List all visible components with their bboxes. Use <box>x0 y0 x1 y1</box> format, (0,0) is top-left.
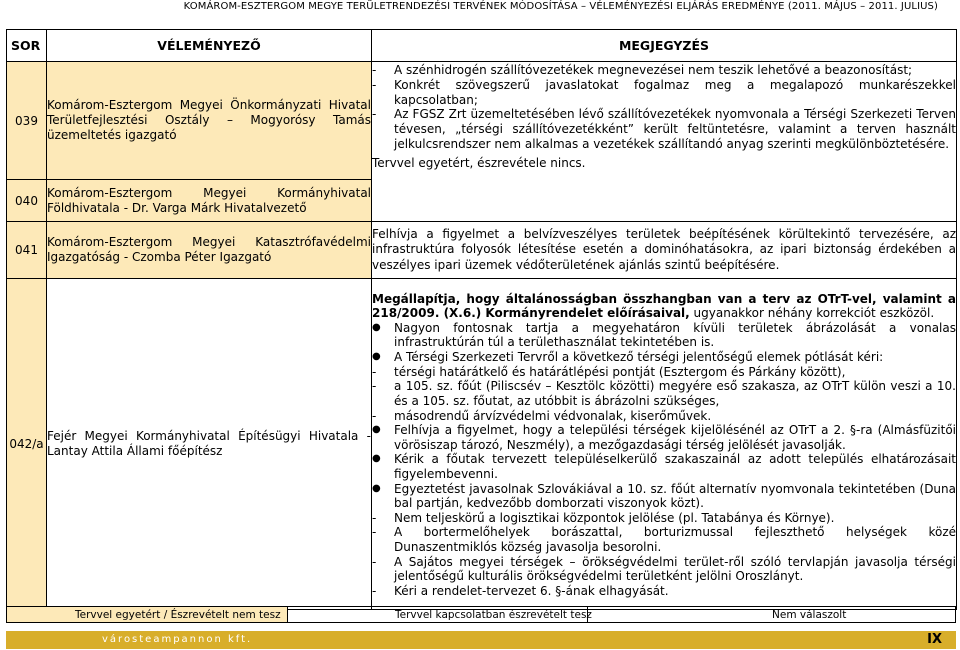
column-header-sor: SOR <box>7 30 47 62</box>
note-bullet: ● Egyeztetést javasolnak Szlovákiával a 10. sz. főút alternatív nyomvonala tekintetében (Duna bal partján, kedvezőbb domborzati viszonyok közt). <box>372 481 956 511</box>
row-number: 042/a <box>7 279 47 610</box>
note-bullet: ● Felhívja a figyelmet, hogy a települési térségek kijelölésénél az OTrT a 2. §-ra (Almásfüzitői vörösiszap tározó, Neszmély), a mezőgazdasági térség jelölését javasolják. <box>372 423 956 452</box>
note-subitem: - Kéri a rendelet-tervezet 6. §-ának elhagyását. <box>372 583 669 598</box>
legend <box>6 606 956 623</box>
legend-label-noreply: Nem válaszolt <box>772 609 847 621</box>
table-row <box>7 62 957 180</box>
note-bullet: ● Nagyon fontosnak tartja a megyehatáron kívüli területek ábrázolását a vonalas infrastruktúrán túl a területhasználat tekintetében is. <box>372 320 956 350</box>
note-item: - Az FGSZ Zrt üzemeltetésében lévő szállítóvezetékek nyomvonala a Térségi Szerkezeti Terven tévesen, „térségi szállítóvezetékként” került feltüntetésre, valamint a terven használt jelkulcsrendszer nem alkalmas a vezetékek szállítandó anyag szerinti megkülönböztetésére. <box>372 107 956 151</box>
opinions-table <box>6 29 957 610</box>
note-cell <box>372 62 957 222</box>
footer-bar <box>6 631 956 649</box>
note-bullet: ● A Térségi Szerkezeti Tervről a következő térségi jelentőségű elemek pótlását kéri: <box>372 350 884 365</box>
reviewer-name: Komárom-Esztergom Megyei Kormányhivatal Földhivatala - Dr. Varga Márk Hivatalvezető <box>47 180 372 222</box>
document-header <box>0 0 960 16</box>
note-subitem: - A bortermelőhelyek borászattal, borturizmussal fejleszthető helységek közé Dunaszentmiklós község javasolja besorolni. <box>372 525 956 554</box>
note-item: Tervvel egyetért, észrevétele nincs. <box>372 155 586 170</box>
table-header-row <box>7 30 957 62</box>
table-row <box>7 279 957 610</box>
legend-label-comment: Tervvel kapcsolatban észrevételt tesz <box>395 609 592 621</box>
page-number: IX <box>927 632 942 647</box>
note-subitem: - A Sajátos megyei térségek – örökségvédelmi terület-ről szóló tervlapján javasolja térségi jelentőségű kulturális örökségvédelmi területként jelölni Oroszlányt. <box>372 554 956 584</box>
row-number: 039 <box>7 62 47 180</box>
legend-label-agree: Tervvel egyetért / Észrevételt nem tesz <box>75 609 281 621</box>
note-item: - A szénhidrogén szállítóvezetékek megnevezései nem teszik lehetővé a beazonosítást; <box>372 63 913 77</box>
reviewer-name: Komárom-Esztergom Megyei Katasztrófavédelmi Igazgatóság - Czomba Péter Igazgató <box>47 222 372 279</box>
note-cell: Felhívja a figyelmet a belvízveszélyes területek beépítésének körültekintő tervezésére, az infrastruktúra folyosók létesítése esetén a dominóhatásokra, az ipari biztonság érdekében a veszélyes ipari üzemek védőterületének ajánlás szintű beépítésére. <box>372 222 957 279</box>
row-number: 041 <box>7 222 47 279</box>
note-item: - Konkrét szövegszerű javaslatokat fogalmaz meg a megalapozó munkarészekkel kapcsolatban; <box>372 77 956 107</box>
note-subitem: - másodrendű árvízvédelmi védvonalak, kiserőművek. <box>372 408 712 423</box>
reviewer-name: Komárom-Esztergom Megyei Önkormányzati Hivatal Területfejlesztési Osztály – Mogyorósy Tamás üzemeltetés igazgató <box>47 62 372 180</box>
row-number: 040 <box>7 180 47 222</box>
note-subitem: - Nem teljeskörű a logisztikai központok jelölése (pl. Tatabánya és Környe). <box>372 510 835 525</box>
column-header-velemenyezo: VÉLEMÉNYEZŐ <box>47 30 372 62</box>
company-logo-text: városteampannon kft. <box>102 634 253 645</box>
note-subitem: - a 105. sz. főút (Piliscsév – Kesztölc közötti) megyére eső szakasza, az OTrT külön veszi a 10. és a 105. sz. főutat, az utóbbit is ábrázolni szükséges, <box>372 379 956 409</box>
table-row <box>7 222 957 279</box>
document-title: KOMÁROM-ESZTERGOM MEGYE TERÜLETRENDEZÉSI TERVÉNEK MÓDOSÍTÁSA – VÉLEMÉNYEZÉSI ELJÁRÁS EREDMÉNYE (2011. MÁJUS – 2011. JULIUS) <box>183 1 938 12</box>
note-subitem: - térségi határátkelő és határátlépési pontját (Esztergom és Párkány között), <box>372 364 846 379</box>
reviewer-name: Fejér Megyei Kormányhivatal Építésügyi Hivatala - Lantay Attila Állami főépítész <box>47 279 372 610</box>
note-lead: Megállapítja, hogy általánosságban összhangban van a terv az OTrT-vel, valamint a 218/2009. (X.6.) Kormányrendelet előírásaival, ugyanakkor néhány korrekciót eszközöl. <box>372 291 956 321</box>
note-bullet: ● Kérik a főutak tervezett településelkerülő szakaszainál az adott település elhatározásait figyelembevenni. <box>372 452 956 481</box>
note-cell <box>372 279 957 610</box>
column-header-megjegyzes: MEGJEGYZÉS <box>372 30 957 62</box>
